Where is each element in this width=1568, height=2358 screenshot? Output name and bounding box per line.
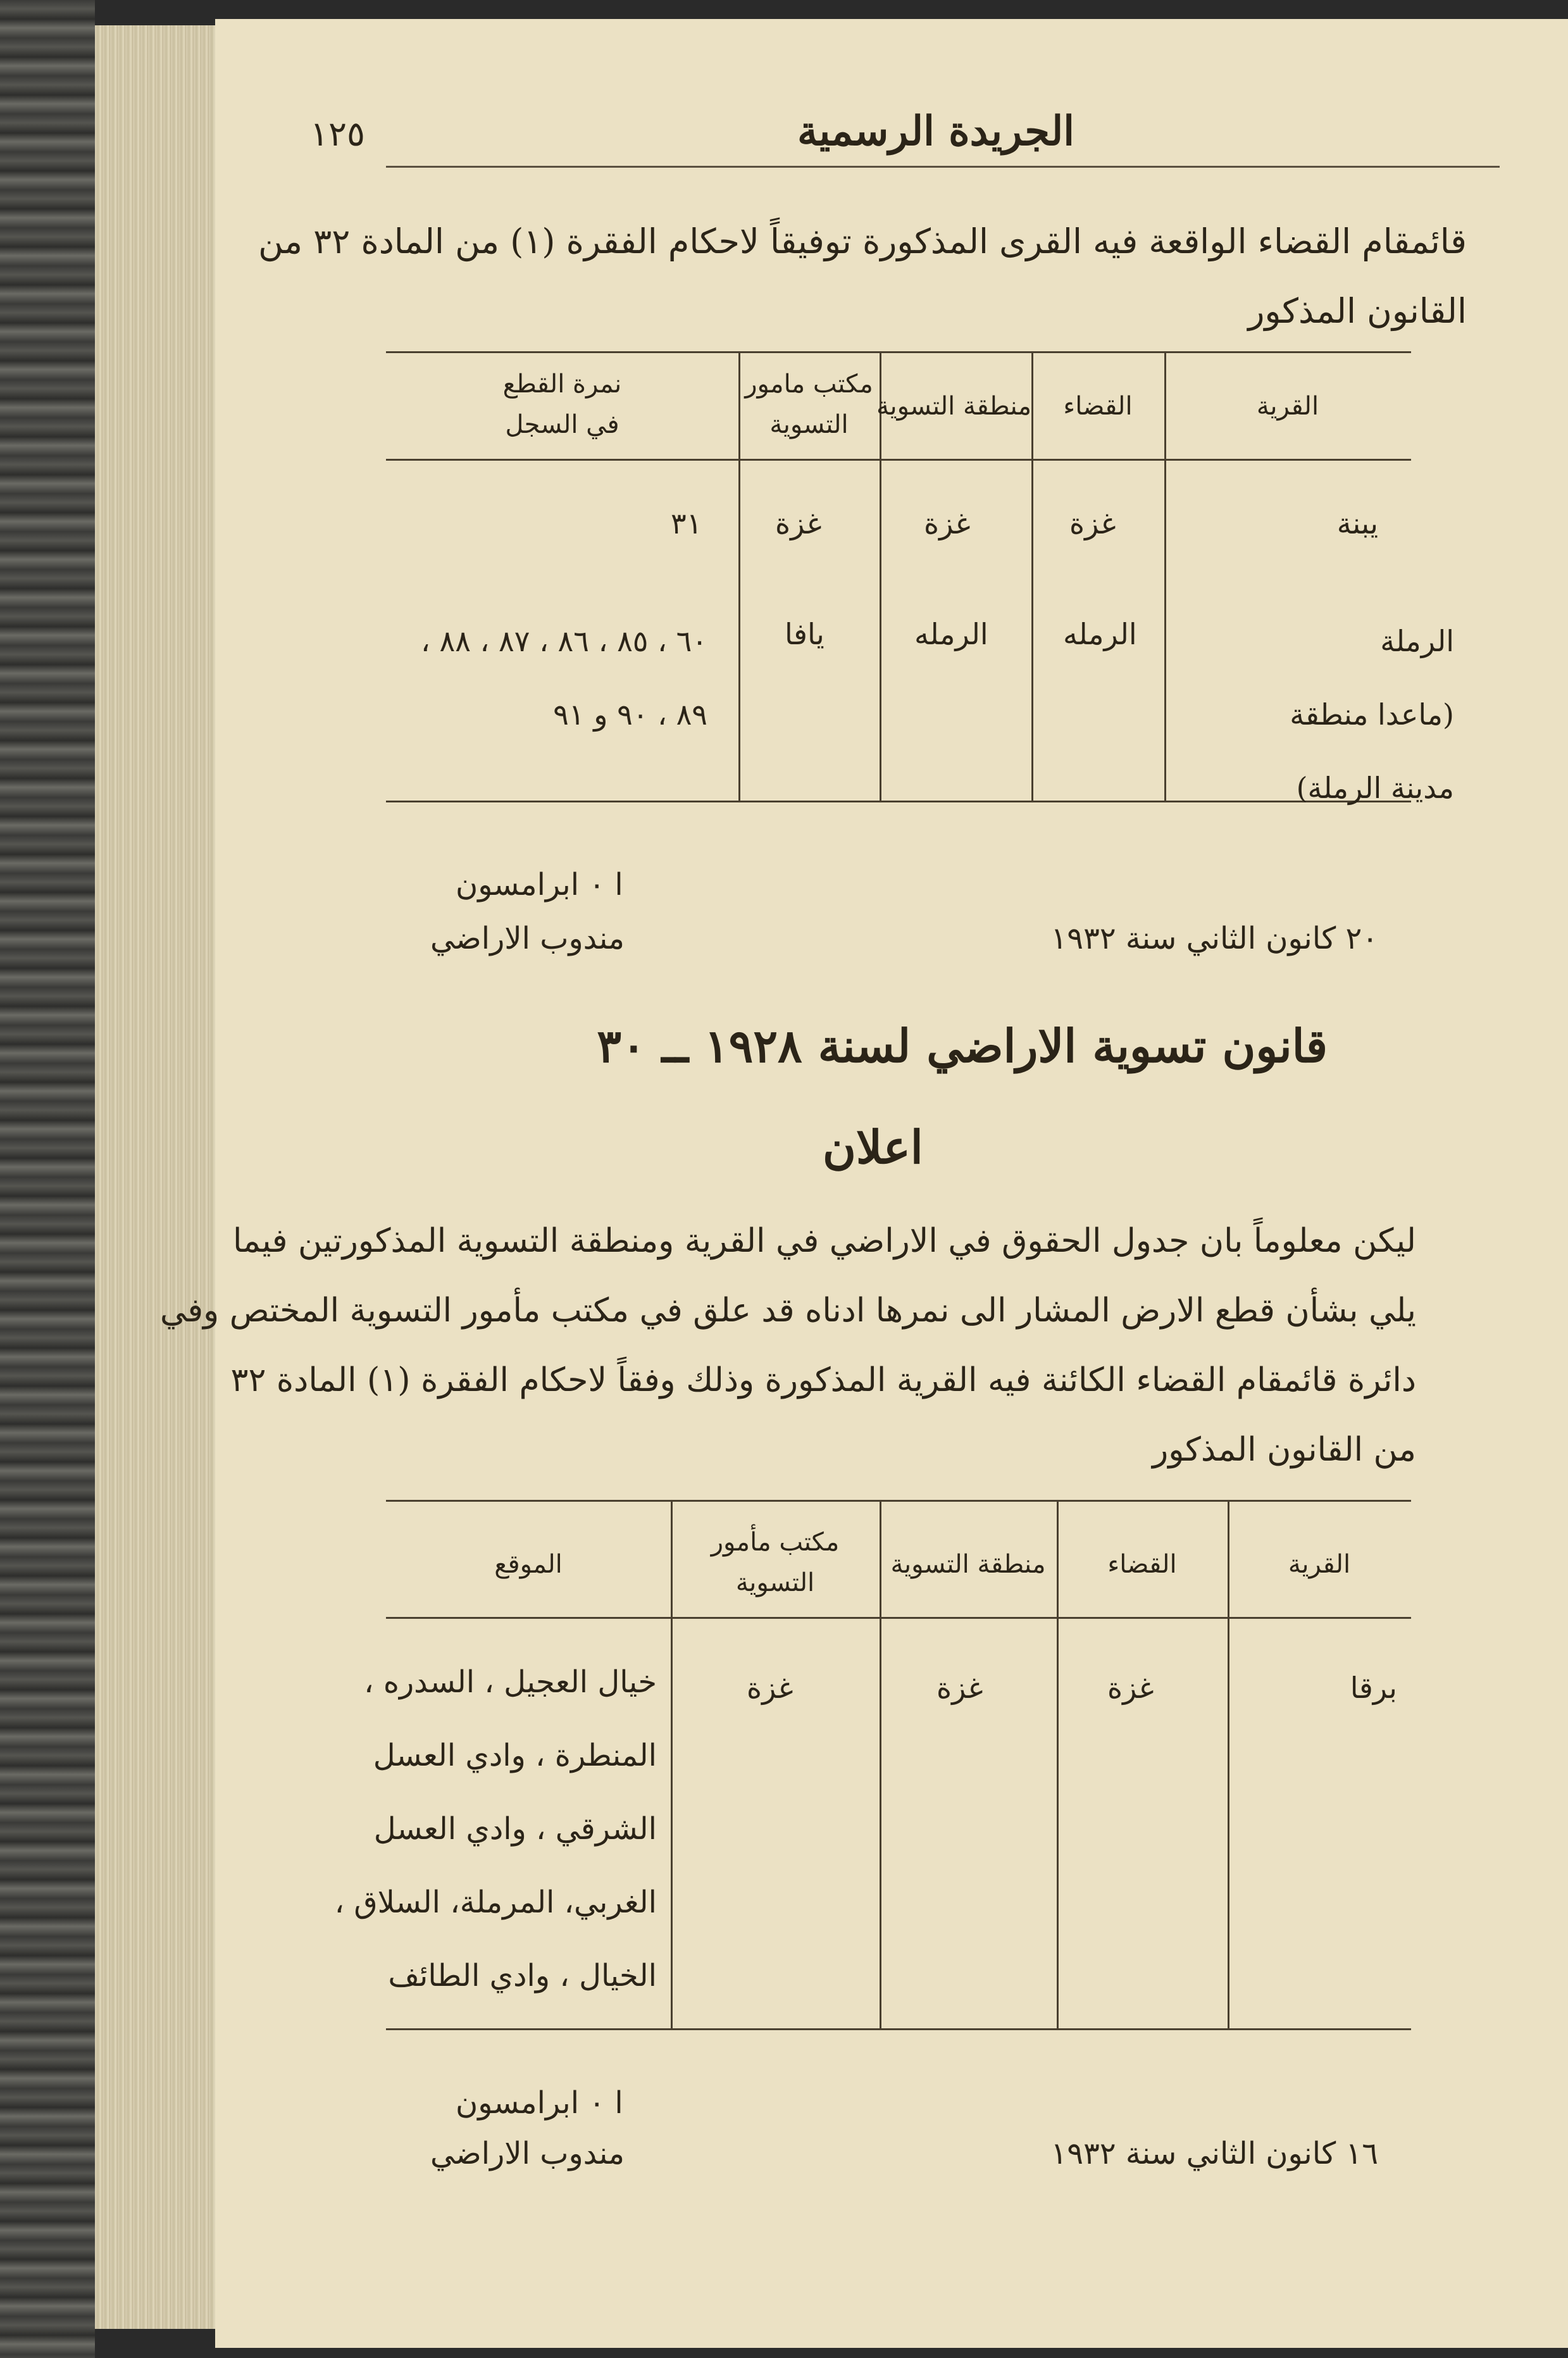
t2-village: برقا — [1350, 1671, 1397, 1705]
sig1-role: مندوب الاراضي — [430, 921, 625, 956]
t1-header-settlement-area: منطقة التسوية — [876, 392, 1031, 421]
t1-r2-blocks: ٦٠ ، ٨٥ ، ٨٦ ، ٨٧ ، ٨٨ ، ٨٩ ، ٩٠ و ٩١ — [421, 624, 707, 732]
section2-para-3: دائرة قائمقام القضاء الكائنة فيه القرية المذكورة وذلك وفقاً لاحكام الفقرة (١) المادة ٣٢ — [230, 1361, 1416, 1399]
t2-header-district: القضاء — [1107, 1550, 1177, 1579]
sig2-name: ا ٠ ابرامسون — [456, 2085, 623, 2121]
t1-r2-district: الرمله — [1063, 617, 1137, 651]
t1-r1-area: غزة — [924, 506, 971, 540]
page-title: الجريدة الرسمية — [797, 108, 1074, 155]
intro-line-1: قائمقام القضاء الواقعة فيه القرى المذكورة توفيقاً لاحكام الفقرة (١) من المادة ٣٢ من — [258, 221, 1467, 261]
t1-r1-office: غزة — [775, 506, 822, 540]
t2-area: غزة — [936, 1671, 983, 1705]
sig1-date: ٢٠ كانون الثاني سنة ١٩٣٢ — [1050, 921, 1378, 956]
t1-r2-village: الرملة (ماعدا منطقة مدينة الرملة) — [1290, 624, 1454, 805]
sig2-date: ١٦ كانون الثاني سنة ١٩٣٢ — [1050, 2136, 1378, 2171]
t2-header-office: مكتب مأمور التسوية — [711, 1528, 840, 1597]
t1-r1-village: يبنة — [1336, 506, 1378, 540]
t2-header-village: القرية — [1288, 1550, 1351, 1579]
t1-header-blocks: نمرة القطع في السجل — [502, 370, 622, 439]
sig2-role: مندوب الاراضي — [430, 2136, 625, 2171]
t1-header-office: مكتب مامور التسوية — [745, 370, 873, 439]
header-rule — [386, 166, 1500, 168]
intro-line-2: القانون المذكور — [1248, 291, 1467, 331]
book-cover-edge — [0, 0, 95, 2358]
t1-r1-blocks: ٣١ — [671, 506, 702, 540]
section2-para-4: من القانون المذكور — [1152, 1431, 1416, 1469]
section2-para-1: ليكن معلوماً بان جدول الحقوق في الاراضي في القرية ومنطقة التسوية المذكورتين فيما — [233, 1222, 1416, 1260]
t2-office: غزة — [747, 1671, 793, 1705]
t2-header-location: الموقع — [494, 1550, 563, 1579]
t1-r1-district: غزة — [1069, 506, 1116, 540]
t2-header-settlement-area: منطقة التسوية — [890, 1550, 1046, 1579]
t1-header-village: القرية — [1256, 392, 1319, 421]
page-stack-edge — [95, 25, 221, 2329]
t1-header-district: القضاء — [1063, 392, 1133, 421]
t2-district: غزة — [1107, 1671, 1154, 1705]
sig1-name: ا ٠ ابرامسون — [456, 867, 623, 902]
section2-title: قانون تسوية الاراضي لسنة ١٩٢٨ ــ ٣٠ — [597, 1019, 1328, 1073]
section2-subtitle: اعلان — [823, 1120, 923, 1174]
t2-location: خيال العجيل ، السدره ، المنطرة ، وادي العسل الشرقي ، وادي العسل الغربي، المرملة، السلاق ، الخيال ، وادي الطائف — [334, 1664, 657, 1993]
section2-para-2: يلي بشأن قطع الارض المشار الى نمرها ادناه قد علق في مكتب مأمور التسوية المختص وفي — [159, 1292, 1416, 1330]
page-number: ١٢٥ — [310, 114, 366, 154]
gazette-page — [159, 19, 1568, 2348]
t1-r2-area: الرمله — [914, 617, 988, 651]
t1-r2-office: يافا — [785, 617, 824, 651]
